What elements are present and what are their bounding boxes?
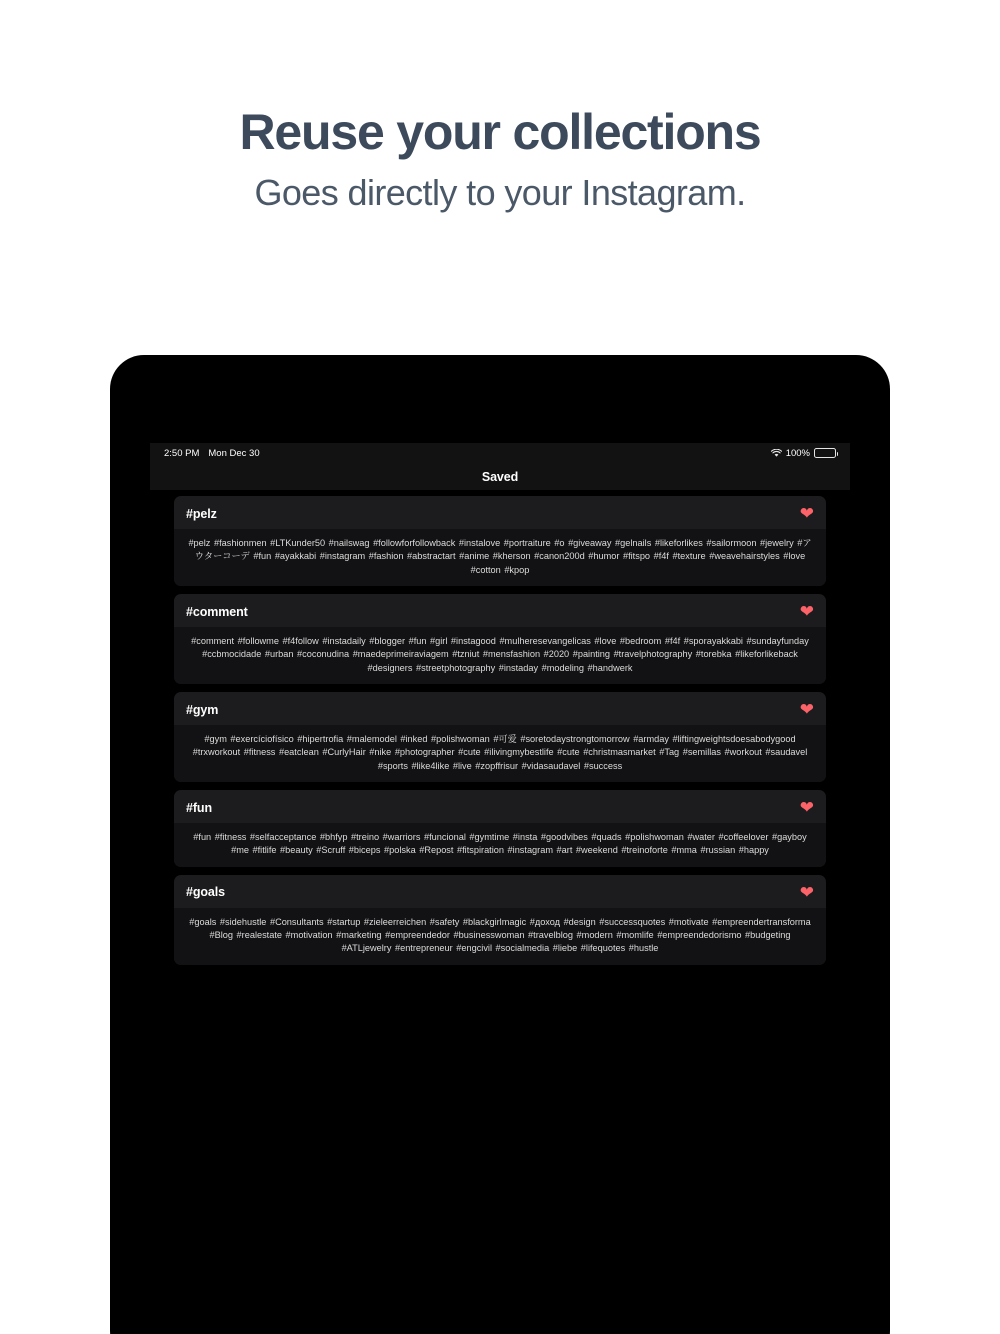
nav-bar [150,463,850,490]
collection-tags[interactable]: #fun #fitness #selfacceptance #bhfyp #treino #warriors #funcional #gymtime #insta #goodvibes #quads #polishwoman #water #coffeelover #gayboy #me #fitlife #beauty #Scruff #biceps #polska #Repost #fitspiration #instagram #art #weekend #treinoforte #mma #russian #happy [174,823,826,867]
collection-title: #fun [186,800,212,815]
collection-header[interactable] [174,496,826,529]
heart-icon[interactable]: ❤ [799,602,814,622]
collection-tags[interactable]: #goals #sidehustle #Consultants #startup #zieleerreichen #safety #blackgirlmagic #доход #design #successquotes #motivate #empreendertransforma #Blog #realestate #motivation #marketing #empreendedor #businesswoman #travelblog #modern #momlife #empreendedorismo #budgeting #ATLjewelry #entrepreneur #engcivil #socialmedia #liebe #lifequotes #hustle [174,908,826,965]
status-bar [150,443,850,463]
page-headline: Reuse your collections [239,104,761,160]
heart-icon[interactable]: ❤ [799,700,814,720]
collection-title: #gym [186,702,219,717]
collection-title: #comment [186,604,248,619]
collection-tags[interactable]: #gym #exercíciofísico #hipertrofia #malemodel #inked #polishwoman #可爱 #soretodaystrongtomorrow #armday #liftingweightsdoesabodygood #trxworkout #fitness #eatclean #CurlyHair #nike #photographer #cute #ilivingmybestlife #cute #christmasmarket #Tag #semillas #workout #saudavel #sports #like4like #live #zopffrisur #vidasaudavel #success [174,725,826,782]
status-time: 2:50 PM [164,447,200,459]
collection-header[interactable] [174,594,826,627]
list-item[interactable] [174,790,826,867]
list-item[interactable] [174,496,826,586]
collection-header[interactable] [174,692,826,725]
tablet-device-frame [110,355,890,1334]
device-screen [150,443,850,1323]
status-date: Mon Dec 30 [208,447,260,459]
heart-icon[interactable]: ❤ [799,798,814,818]
list-item[interactable] [174,875,826,965]
wifi-icon [771,449,782,458]
list-item[interactable] [174,594,826,684]
collection-title: #goals [186,885,225,900]
battery-percent-label: 100% [785,447,810,459]
heart-icon[interactable]: ❤ [799,882,814,902]
collection-header[interactable] [174,875,826,908]
battery-icon [814,448,836,458]
saved-collections-list [150,490,850,965]
list-item[interactable] [174,692,826,782]
heart-icon[interactable]: ❤ [799,504,814,523]
collection-tags[interactable]: #pelz #fashionmen #LTKunder50 #nailswag #followforfollowback #instalove #portraiture #o #giveaway #gelnails #likeforlikes #sailormoon #jewelry #アウターコーデ #fun #ayakkabi #instagram #fashion #abstractart #anime #kherson #canon200d #humor #fitspo #f4f #texture #weavehairstyles #love #cotton #kpop [174,529,826,586]
collection-tags[interactable]: #comment #followme #f4follow #instadaily #blogger #fun #girl #instagood #mulheresevangelicas #love #bedroom #f4f #sporayakkabi #sundayfunday #ccbmocidade #urban #coconudina #maedeprimeiraviagem #tzniut #mensfashion #2020 #painting #travelphotography #torebka #likeforlikeback #designers #streetphotography #instaday #modeling #handwerk [174,627,826,684]
status-bar-right [771,448,836,459]
status-bar-left [164,448,260,459]
page-title: Saved [481,469,519,484]
collection-title: #pelz [186,506,217,521]
page-subheadline: Goes directly to your Instagram. [254,172,746,213]
collection-header[interactable] [174,790,826,823]
